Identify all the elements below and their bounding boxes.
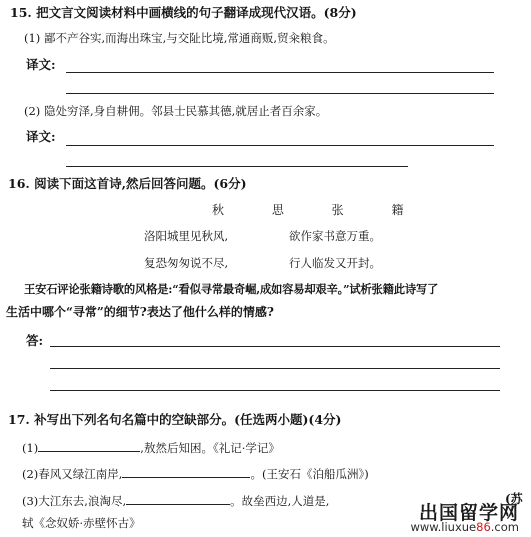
q15-answer-line-2 — [66, 93, 494, 94]
q17-item-1-post: ,敖然后知困。《礼记·学记》 — [140, 441, 280, 455]
q17-item-3-cont: 轼《念奴娇·赤壁怀古》 — [22, 516, 141, 530]
poem-line-3: 复恐匆匆说不尽, — [144, 256, 229, 270]
poem-line-1: 洛阳城里见秋风, — [144, 229, 229, 243]
q17-item-3-post: 。故垒西边,人道是, — [230, 494, 330, 508]
q17-blank-1[interactable] — [38, 440, 140, 452]
q16-prompt-line-1: 王安石评论张籍诗歌的风格是:“看似寻常最奇崛,成如容易却艰辛。”试析张籍此诗写了 — [24, 282, 439, 296]
q15-sentence-2: (2) 隐处穷泽,身自耕佣。邻县士民慕其德,就居止者百余家。 — [24, 104, 328, 118]
q17-item-2-post: 。(王安石《泊船瓜洲》) — [250, 467, 369, 481]
q16-answer-line-1 — [50, 346, 500, 347]
q15-title: 15. 把文言文阅读材料中画横线的句子翻译成现代汉语。(8分) — [10, 5, 357, 20]
q17-title: 17. 补写出下列名句名篇中的空缺部分。(任选两小题)(4分) — [8, 412, 342, 427]
q17-blank-3[interactable] — [126, 493, 230, 505]
q15-answer-line-3 — [66, 145, 494, 146]
q15-answer-line-4 — [66, 166, 408, 167]
q17-item-2-pre: (2)春风又绿江南岸, — [22, 467, 123, 481]
q17-item-2 — [22, 466, 369, 481]
watermark-url — [410, 520, 519, 534]
watermark-name: 出国留学网 — [418, 502, 519, 524]
q15-answer-line-1 — [66, 72, 494, 73]
q17-item-1-pre: (1) — [22, 441, 39, 455]
watermark-url-pre: www.liuxue — [410, 520, 477, 534]
q16-prompt-line-2: 生活中哪个“寻常”的细节?表达了他什么样的情感? — [6, 305, 274, 319]
poem-line-2: 欲作家书意万重。 — [289, 229, 381, 243]
q16-answer-label: 答: — [26, 333, 44, 348]
q15-translation-label-2: 译文: — [26, 129, 56, 144]
q17-item-3-pre: (3)大江东去,浪淘尽, — [22, 494, 127, 508]
q15-translation-label-1: 译文: — [26, 57, 56, 72]
q16-answer-line-2 — [50, 368, 500, 369]
q17-item-3-tail: (苏 — [505, 492, 523, 506]
watermark-url-hl: 86 — [476, 520, 491, 534]
q16-answer-line-3 — [50, 390, 500, 391]
poem-title: 秋 思 张 籍 — [212, 203, 426, 217]
q17-item-3 — [22, 493, 329, 508]
poem-line-4: 行人临发又开封。 — [289, 256, 381, 270]
watermark-url-post: .com — [490, 520, 519, 534]
q16-title: 16. 阅读下面这首诗,然后回答问题。(6分) — [8, 176, 247, 191]
q15-sentence-1: (1) 鄙不产谷实,而海出珠宝,与交阯比境,常通商贩,贸籴粮食。 — [24, 31, 335, 45]
q17-item-1 — [22, 440, 280, 455]
q17-blank-2[interactable] — [122, 466, 250, 478]
